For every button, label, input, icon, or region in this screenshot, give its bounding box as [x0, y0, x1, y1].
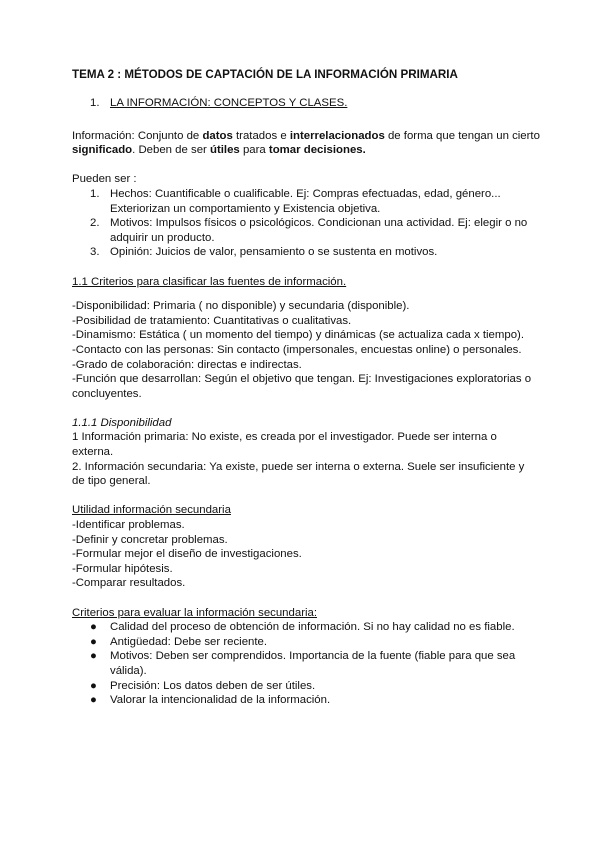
- pueden-list: [72, 187, 540, 260]
- list-number: 1.: [90, 187, 100, 200]
- section-heading: [90, 97, 540, 109]
- list-text: Hechos: Cuantificable o cualificable. Ej: Compras efectuadas, edad, género... Exteriorizan un comportamiento y Existencia objetiva.: [110, 187, 501, 215]
- bullet-item: [90, 635, 540, 650]
- criterio-line: -Posibilidad de tratamiento: Cuantitativas o cualitativas.: [72, 314, 352, 327]
- utilidad-line: -Formular mejor el diseño de investigaciones.: [72, 548, 302, 561]
- text-run: . Deben de ser: [132, 144, 211, 157]
- bullet-icon: ●: [90, 635, 97, 648]
- criterio-line: -Contacto con las personas: Sin contacto (impersonales, encuestas online) o personales.: [72, 343, 522, 356]
- criterio-line: -Grado de colaboración: directas e indirectas.: [72, 358, 302, 371]
- list-item: [90, 187, 540, 216]
- bold-run: tomar decisiones.: [268, 144, 366, 157]
- bullet-icon: ●: [90, 650, 97, 663]
- disponibilidad-heading: [72, 416, 540, 431]
- section-title: LA INFORMACIÓN: CONCEPTOS Y CLASES.: [110, 96, 348, 109]
- bold-run: datos: [202, 129, 233, 142]
- bullet-item: [90, 693, 540, 708]
- utilidad-line: -Formular hipótesis.: [72, 562, 173, 575]
- utilidad-line: -Definir y concretar problemas.: [72, 533, 228, 546]
- bullet-icon: ●: [90, 694, 97, 707]
- disponibilidad-line: 2. Información secundaria: Ya existe, puede ser interna o externa. Suele ser insuficiente y de tipo general.: [72, 460, 525, 488]
- bold-run: útiles: [210, 144, 240, 157]
- utilidad-line: -Identificar problemas.: [72, 519, 185, 532]
- list-number: 2.: [90, 217, 100, 230]
- bullet-icon: ●: [90, 679, 97, 692]
- bold-run: interrelacionados: [289, 129, 385, 142]
- bullet-text: Motivos: Deben ser comprendidos. Importancia de la fuente (fiable para que sea válida).: [110, 650, 516, 677]
- bullet-item: [90, 679, 540, 694]
- criterio-line: -Función que desarrollan: Según el objetivo que tengan. Ej: Investigaciones exploratorias o concluyentes.: [72, 373, 532, 400]
- criterio-line: -Dinamismo: Estática ( un momento del tiempo) y dinámicas (se actualiza cada x tiempo).: [72, 329, 525, 342]
- criterios-list: [72, 299, 540, 401]
- text-run: para: [239, 144, 269, 157]
- text-run: de forma que tengan un cierto: [384, 129, 540, 142]
- bullet-text: Calidad del proceso de obtención de información. Si no hay calidad no es fiable.: [110, 621, 515, 634]
- definition-paragraph: [72, 129, 540, 158]
- bullet-item: [90, 649, 540, 678]
- text-run: tratados e: [232, 129, 290, 142]
- document-title: TEMA 2 : MÉTODOS DE CAPTACIÓN DE LA INFORMACIÓN PRIMARIA: [72, 68, 458, 81]
- italic-heading: 1.1.1 Disponibilidad: [72, 416, 172, 429]
- bullet-item: [90, 620, 540, 635]
- utilidad-heading: Utilidad información secundaria: [72, 504, 231, 517]
- evaluar-list: [72, 620, 540, 708]
- bullet-text: Precisión: Los datos deben de ser útiles.: [110, 679, 316, 692]
- list-item: [90, 216, 540, 245]
- bullet-text: Antigüedad: Debe ser reciente.: [110, 635, 268, 648]
- text-run: Información: Conjunto de: [72, 129, 203, 142]
- criterios-heading: 1.1 Criterios para clasificar las fuentes de información.: [72, 275, 347, 288]
- list-item: [90, 245, 540, 260]
- list-text: Opinión: Juicios de valor, pensamiento o se sustenta en motivos.: [110, 246, 438, 259]
- list-text: Motivos: Impulsos físicos o psicológicos. Condicionan una actividad. Ej: elegir o no adquirir un producto.: [110, 217, 528, 244]
- list-number: 3.: [90, 246, 100, 259]
- section-number: 1.: [90, 96, 100, 109]
- utilidad-line: -Comparar resultados.: [72, 577, 186, 590]
- pueden-intro: Pueden ser :: [72, 173, 137, 186]
- criterio-line: -Disponibilidad: Primaria ( no disponible) y secundaria (disponible).: [72, 300, 410, 313]
- bullet-icon: ●: [90, 621, 97, 634]
- bold-run: significado: [72, 144, 133, 157]
- bullet-text: Valorar la intencionalidad de la información.: [110, 694, 331, 707]
- disponibilidad-line: 1 Información primaria: No existe, es creada por el investigador. Puede ser interna o externa.: [72, 431, 497, 459]
- evaluar-heading: Criterios para evaluar la información secundaria:: [72, 606, 318, 619]
